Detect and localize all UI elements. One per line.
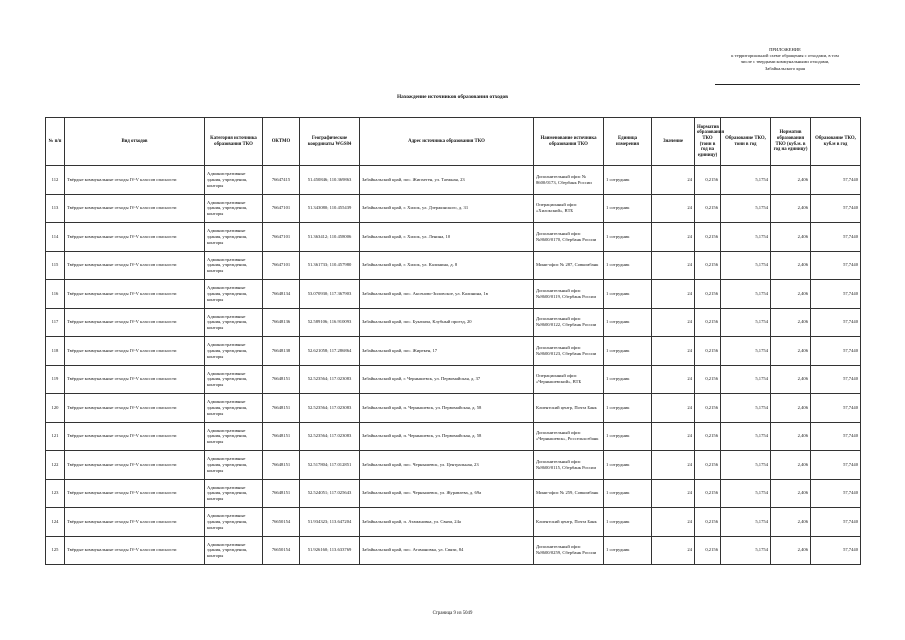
- table-row: [46, 536, 861, 565]
- cell-coords: 52.589106; 116.910093: [300, 308, 360, 337]
- cell-gen-m3: 57,7440: [811, 194, 861, 223]
- cell-category: Административные здания, учреждения, конторы: [205, 166, 263, 195]
- header-gen-tons: Образование ТКО, тонн в год: [721, 118, 771, 166]
- cell-num: 112: [46, 166, 65, 195]
- cell-coords: 51.934323; 113.647204: [300, 508, 360, 537]
- cell-source-name: Дополнительный офис №8600/0115, Сбербанк России: [534, 451, 604, 480]
- header-gen-m3: Образование ТКО, куб.м в год: [811, 118, 861, 166]
- cell-source-name: Операционный офис «Чернышевский», ВТБ: [534, 365, 604, 394]
- cell-num: 115: [46, 251, 65, 280]
- table-row: [46, 422, 861, 451]
- appendix-title: ПРИЛОЖЕНИЕ: [769, 47, 801, 52]
- cell-source-name: Мини-офис № 287, Совкомбанк: [534, 251, 604, 280]
- table-row: [46, 166, 861, 195]
- cell-gen-tons: 5,1754: [721, 394, 771, 423]
- cell-category: Административные здания, учреждения, конторы: [205, 479, 263, 508]
- cell-norm-tons: 0,2156: [695, 223, 721, 252]
- cell-unit: 1 сотрудник: [604, 251, 652, 280]
- table-row: [46, 251, 861, 280]
- cell-norm-m3: 2,406: [771, 251, 811, 280]
- cell-oktmo: 76648138: [263, 337, 300, 366]
- cell-oktmo: 76650154: [263, 536, 300, 565]
- cell-norm-tons: 0,2156: [695, 365, 721, 394]
- cell-waste-type: Твёрдые коммунальные отходы IV-V классов опасности: [65, 536, 205, 565]
- cell-num: 121: [46, 422, 65, 451]
- cell-gen-m3: 57,7440: [811, 451, 861, 480]
- cell-category: Административные здания, учреждения, конторы: [205, 280, 263, 309]
- cell-norm-m3: 2,406: [771, 508, 811, 537]
- cell-waste-type: Твёрдые коммунальные отходы IV-V классов опасности: [65, 194, 205, 223]
- cell-source-name: Дополнительный офис №8600/0119, Сбербанк России: [534, 280, 604, 309]
- cell-source-name: Дополнительный офис «Чернышевск», Россельхозбанк: [534, 422, 604, 451]
- cell-category: Административные здания, учреждения, конторы: [205, 194, 263, 223]
- cell-gen-m3: 57,7440: [811, 166, 861, 195]
- header-category: Категория источника образования ТКО: [205, 118, 263, 166]
- cell-num: 119: [46, 365, 65, 394]
- cell-coords: 51.363412; 110.458006: [300, 223, 360, 252]
- cell-num: 116: [46, 280, 65, 309]
- cell-oktmo: 76647415: [263, 166, 300, 195]
- cell-value: 24: [652, 308, 695, 337]
- cell-norm-tons: 0,2156: [695, 422, 721, 451]
- cell-value: 24: [652, 166, 695, 195]
- appendix-block: [710, 47, 860, 72]
- cell-norm-m3: 2,406: [771, 337, 811, 366]
- cell-unit: 1 сотрудник: [604, 536, 652, 565]
- cell-unit: 1 сотрудник: [604, 166, 652, 195]
- cell-category: Административные здания, учреждения, конторы: [205, 508, 263, 537]
- cell-oktmo: 76648151: [263, 451, 300, 480]
- table-row: [46, 479, 861, 508]
- cell-norm-tons: 0,2156: [695, 308, 721, 337]
- cell-norm-tons: 0,2156: [695, 479, 721, 508]
- page-counter: Страница 9 из 5049: [432, 611, 473, 616]
- waste-sources-table: [45, 117, 861, 565]
- cell-num: 125: [46, 536, 65, 565]
- cell-gen-tons: 5,1754: [721, 451, 771, 480]
- cell-waste-type: Твёрдые коммунальные отходы IV-V классов опасности: [65, 451, 205, 480]
- appendix-line-1: к территориальной схеме обращения с отходами, в том: [731, 53, 839, 59]
- cell-waste-type: Твёрдые коммунальные отходы IV-V классов опасности: [65, 508, 205, 537]
- cell-unit: 1 сотрудник: [604, 308, 652, 337]
- cell-waste-type: Твёрдые коммунальные отходы IV-V классов опасности: [65, 251, 205, 280]
- cell-value: 24: [652, 337, 695, 366]
- cell-value: 24: [652, 479, 695, 508]
- cell-norm-m3: 2,406: [771, 280, 811, 309]
- cell-num: 122: [46, 451, 65, 480]
- cell-category: Административные здания, учреждения, конторы: [205, 251, 263, 280]
- cell-norm-tons: 0,2156: [695, 508, 721, 537]
- cell-category: Административные здания, учреждения, конторы: [205, 536, 263, 565]
- cell-category: Административные здания, учреждения, конторы: [205, 308, 263, 337]
- cell-source-name: Дополнительный офис №8600/0122, Сбербанк России: [534, 308, 604, 337]
- cell-value: 24: [652, 194, 695, 223]
- cell-value: 24: [652, 508, 695, 537]
- cell-waste-type: Твёрдые коммунальные отходы IV-V классов опасности: [65, 394, 205, 423]
- table-row: [46, 394, 861, 423]
- cell-address: Забайкальский край, пос. Жирекен, 17: [360, 337, 534, 366]
- cell-address: Забайкальский край, пос. Аксеново-Зиловское, ул. Калинина, 1в: [360, 280, 534, 309]
- cell-norm-tons: 0,2156: [695, 166, 721, 195]
- cell-value: 24: [652, 280, 695, 309]
- table-header-row: [46, 118, 861, 166]
- cell-source-name: Дополнительный офис №8600/0123, Сбербанк России: [534, 337, 604, 366]
- cell-coords: 52.523564; 117.023083: [300, 422, 360, 451]
- cell-coords: 53.070930; 117.367903: [300, 280, 360, 309]
- cell-norm-m3: 2,406: [771, 479, 811, 508]
- cell-norm-tons: 0,2156: [695, 536, 721, 565]
- cell-coords: 51.343080; 110.455439: [300, 194, 360, 223]
- header-waste-type: Вид отходов: [65, 118, 205, 166]
- cell-gen-tons: 5,1754: [721, 536, 771, 565]
- header-norm-tons: Норматив образования ТКО (тонн в год на единицу): [695, 118, 721, 166]
- cell-value: 24: [652, 365, 695, 394]
- cell-gen-m3: 57,7440: [811, 536, 861, 565]
- cell-norm-m3: 2,406: [771, 394, 811, 423]
- cell-norm-tons: 0,2156: [695, 337, 721, 366]
- cell-num: 118: [46, 337, 65, 366]
- cell-category: Административные здания, учреждения, конторы: [205, 337, 263, 366]
- cell-address: Забайкальский край, пос. Атамановка, ул. Связи, 84: [360, 536, 534, 565]
- table-row: [46, 223, 861, 252]
- cell-address: Забайкальский край, г. Хилок, ул. Калинина, д. 8: [360, 251, 534, 280]
- cell-gen-m3: 57,7440: [811, 308, 861, 337]
- cell-norm-m3: 2,406: [771, 194, 811, 223]
- cell-oktmo: 76650154: [263, 508, 300, 537]
- cell-unit: 1 сотрудник: [604, 394, 652, 423]
- cell-unit: 1 сотрудник: [604, 337, 652, 366]
- cell-gen-m3: 57,7440: [811, 280, 861, 309]
- cell-value: 24: [652, 536, 695, 565]
- cell-norm-m3: 2,406: [771, 365, 811, 394]
- cell-norm-m3: 2,406: [771, 422, 811, 451]
- cell-coords: 52.517804; 117.012851: [300, 451, 360, 480]
- table-row: [46, 194, 861, 223]
- cell-oktmo: 76647101: [263, 223, 300, 252]
- cell-source-name: Клиентский центр, Почта Банк: [534, 394, 604, 423]
- cell-gen-m3: 57,7440: [811, 365, 861, 394]
- cell-coords: 52.523564; 117.023083: [300, 394, 360, 423]
- table-row: [46, 337, 861, 366]
- cell-norm-m3: 2,406: [771, 308, 811, 337]
- table-row: [46, 508, 861, 537]
- cell-unit: 1 сотрудник: [604, 223, 652, 252]
- cell-source-name: Операционный офис «Хилокский», ВТБ: [534, 194, 604, 223]
- cell-gen-tons: 5,1754: [721, 337, 771, 366]
- cell-address: Забайкальский край, п. Чернышевск, ул. Первомайская, д. 58: [360, 422, 534, 451]
- cell-address: Забайкальский край, пос. Чернышевск, ул. Центральная, 23: [360, 451, 534, 480]
- cell-coords: 51.926160; 113.633769: [300, 536, 360, 565]
- cell-unit: 1 сотрудник: [604, 365, 652, 394]
- header-coords: Географические координаты WGS84: [300, 118, 360, 166]
- cell-category: Административные здания, учреждения, конторы: [205, 223, 263, 252]
- cell-norm-m3: 2,406: [771, 536, 811, 565]
- cell-gen-tons: 5,1754: [721, 166, 771, 195]
- cell-coords: 52.524051; 117.025643: [300, 479, 360, 508]
- cell-oktmo: 76648151: [263, 365, 300, 394]
- cell-source-name: Мини-офис № 259, Совкомбанк: [534, 479, 604, 508]
- header-num: № п/п: [46, 118, 65, 166]
- cell-norm-tons: 0,2156: [695, 251, 721, 280]
- cell-value: 24: [652, 251, 695, 280]
- cell-num: 113: [46, 194, 65, 223]
- cell-norm-m3: 2,406: [771, 166, 811, 195]
- cell-coords: 52.621058; 117.286864: [300, 337, 360, 366]
- cell-category: Административные здания, учреждения, конторы: [205, 451, 263, 480]
- cell-waste-type: Твёрдые коммунальные отходы IV-V классов опасности: [65, 479, 205, 508]
- cell-address: Забайкальский край, пос. Жипхеген, ул. Таежная, 23: [360, 166, 534, 195]
- cell-unit: 1 сотрудник: [604, 479, 652, 508]
- cell-oktmo: 76648151: [263, 479, 300, 508]
- cell-source-name: Дополнительный офис №8600/0259, Сбербанк России: [534, 536, 604, 565]
- cell-waste-type: Твёрдые коммунальные отходы IV-V классов опасности: [65, 308, 205, 337]
- cell-coords: 51.450846; 110.369863: [300, 166, 360, 195]
- cell-value: 24: [652, 451, 695, 480]
- cell-gen-tons: 5,1754: [721, 422, 771, 451]
- header-unit: Единица измерения: [604, 118, 652, 166]
- cell-address: Забайкальский край, г. Чернышевск, ул. Первомайская, д. 37: [360, 365, 534, 394]
- cell-num: 117: [46, 308, 65, 337]
- cell-value: 24: [652, 394, 695, 423]
- appendix-line-3: Забайкальского края: [764, 65, 806, 71]
- cell-waste-type: Твёрдые коммунальные отходы IV-V классов опасности: [65, 280, 205, 309]
- cell-coords: 52.523564; 117.023083: [300, 365, 360, 394]
- document-title: Нахождение источников образования отходов: [396, 94, 509, 100]
- cell-address: Забайкальский край, п. Атамановка, ул. Связи, 24а: [360, 508, 534, 537]
- cell-gen-m3: 57,7440: [811, 251, 861, 280]
- cell-waste-type: Твёрдые коммунальные отходы IV-V классов опасности: [65, 422, 205, 451]
- header-value: Значение: [652, 118, 695, 166]
- cell-norm-m3: 2,406: [771, 451, 811, 480]
- cell-category: Административные здания, учреждения, конторы: [205, 394, 263, 423]
- table-row: [46, 451, 861, 480]
- cell-oktmo: 76648134: [263, 280, 300, 309]
- cell-address: Забайкальский край, пос. Букачача, Клубный проезд, 20: [360, 308, 534, 337]
- cell-gen-m3: 57,7440: [811, 223, 861, 252]
- cell-unit: 1 сотрудник: [604, 280, 652, 309]
- table-row: [46, 280, 861, 309]
- cell-gen-tons: 5,1754: [721, 251, 771, 280]
- cell-address: Забайкальский край, г. Хилок, ул. Ленина, 10: [360, 223, 534, 252]
- cell-category: Административные здания, учреждения, конторы: [205, 422, 263, 451]
- cell-gen-m3: 57,7440: [811, 337, 861, 366]
- cell-gen-tons: 5,1754: [721, 280, 771, 309]
- header-norm-m3: Норматив образования ТКО (куб.м. в год на единицу): [771, 118, 811, 166]
- cell-gen-tons: 5,1754: [721, 365, 771, 394]
- header-address: Адрес источника образования ТКО: [360, 118, 534, 166]
- cell-waste-type: Твёрдые коммунальные отходы IV-V классов опасности: [65, 223, 205, 252]
- cell-num: 124: [46, 508, 65, 537]
- cell-gen-tons: 5,1754: [721, 223, 771, 252]
- cell-unit: 1 сотрудник: [604, 451, 652, 480]
- cell-norm-tons: 0,2156: [695, 451, 721, 480]
- cell-unit: 1 сотрудник: [604, 194, 652, 223]
- cell-gen-tons: 5,1754: [721, 508, 771, 537]
- cell-waste-type: Твёрдые коммунальные отходы IV-V классов опасности: [65, 365, 205, 394]
- cell-address: Забайкальский край, г. Хилок, ул. Дзержинского, д. 31: [360, 194, 534, 223]
- cell-norm-m3: 2,406: [771, 223, 811, 252]
- cell-oktmo: 76648136: [263, 308, 300, 337]
- cell-norm-tons: 0,2156: [695, 194, 721, 223]
- appendix-divider: [715, 84, 860, 85]
- cell-gen-m3: 57,7440: [811, 508, 861, 537]
- cell-oktmo: 76647101: [263, 194, 300, 223]
- table-body: [46, 166, 861, 565]
- cell-gen-m3: 57,7440: [811, 422, 861, 451]
- cell-gen-tons: 5,1754: [721, 308, 771, 337]
- table-row: [46, 365, 861, 394]
- header-oktmo: ОКТМО: [263, 118, 300, 166]
- cell-norm-tons: 0,2156: [695, 280, 721, 309]
- cell-waste-type: Твёрдые коммунальные отходы IV-V классов опасности: [65, 337, 205, 366]
- cell-oktmo: 76648151: [263, 422, 300, 451]
- cell-gen-m3: 57,7440: [811, 479, 861, 508]
- cell-source-name: Дополнительный офис №8600/0170, Сбербанк России: [534, 223, 604, 252]
- cell-gen-tons: 5,1754: [721, 194, 771, 223]
- cell-category: Административные здания, учреждения, конторы: [205, 365, 263, 394]
- cell-gen-m3: 57,7440: [811, 394, 861, 423]
- cell-waste-type: Твёрдые коммунальные отходы IV-V классов опасности: [65, 166, 205, 195]
- cell-norm-tons: 0,2156: [695, 394, 721, 423]
- cell-num: 114: [46, 223, 65, 252]
- cell-source-name: Дополнительный офис № 8600/0173, Сбербанк России: [534, 166, 604, 195]
- cell-num: 123: [46, 479, 65, 508]
- cell-address: Забайкальский край, пос. Чернышевск, ул. Журавлева, д. 69а: [360, 479, 534, 508]
- cell-oktmo: 76647101: [263, 251, 300, 280]
- cell-unit: 1 сотрудник: [604, 422, 652, 451]
- cell-address: Забайкальский край, п. Чернышевск, ул. Первомайская, д. 58: [360, 394, 534, 423]
- table-row: [46, 308, 861, 337]
- cell-unit: 1 сотрудник: [604, 508, 652, 537]
- appendix-line-2: числе с твердыми коммунальными отходами,: [740, 59, 830, 65]
- header-source-name: Наименование источника образования ТКО: [534, 118, 604, 166]
- cell-source-name: Клиентский центр, Почта Банк: [534, 508, 604, 537]
- cell-num: 120: [46, 394, 65, 423]
- cell-coords: 51.361733; 110.457980: [300, 251, 360, 280]
- cell-oktmo: 76648151: [263, 394, 300, 423]
- cell-value: 24: [652, 223, 695, 252]
- cell-gen-tons: 5,1754: [721, 479, 771, 508]
- cell-value: 24: [652, 422, 695, 451]
